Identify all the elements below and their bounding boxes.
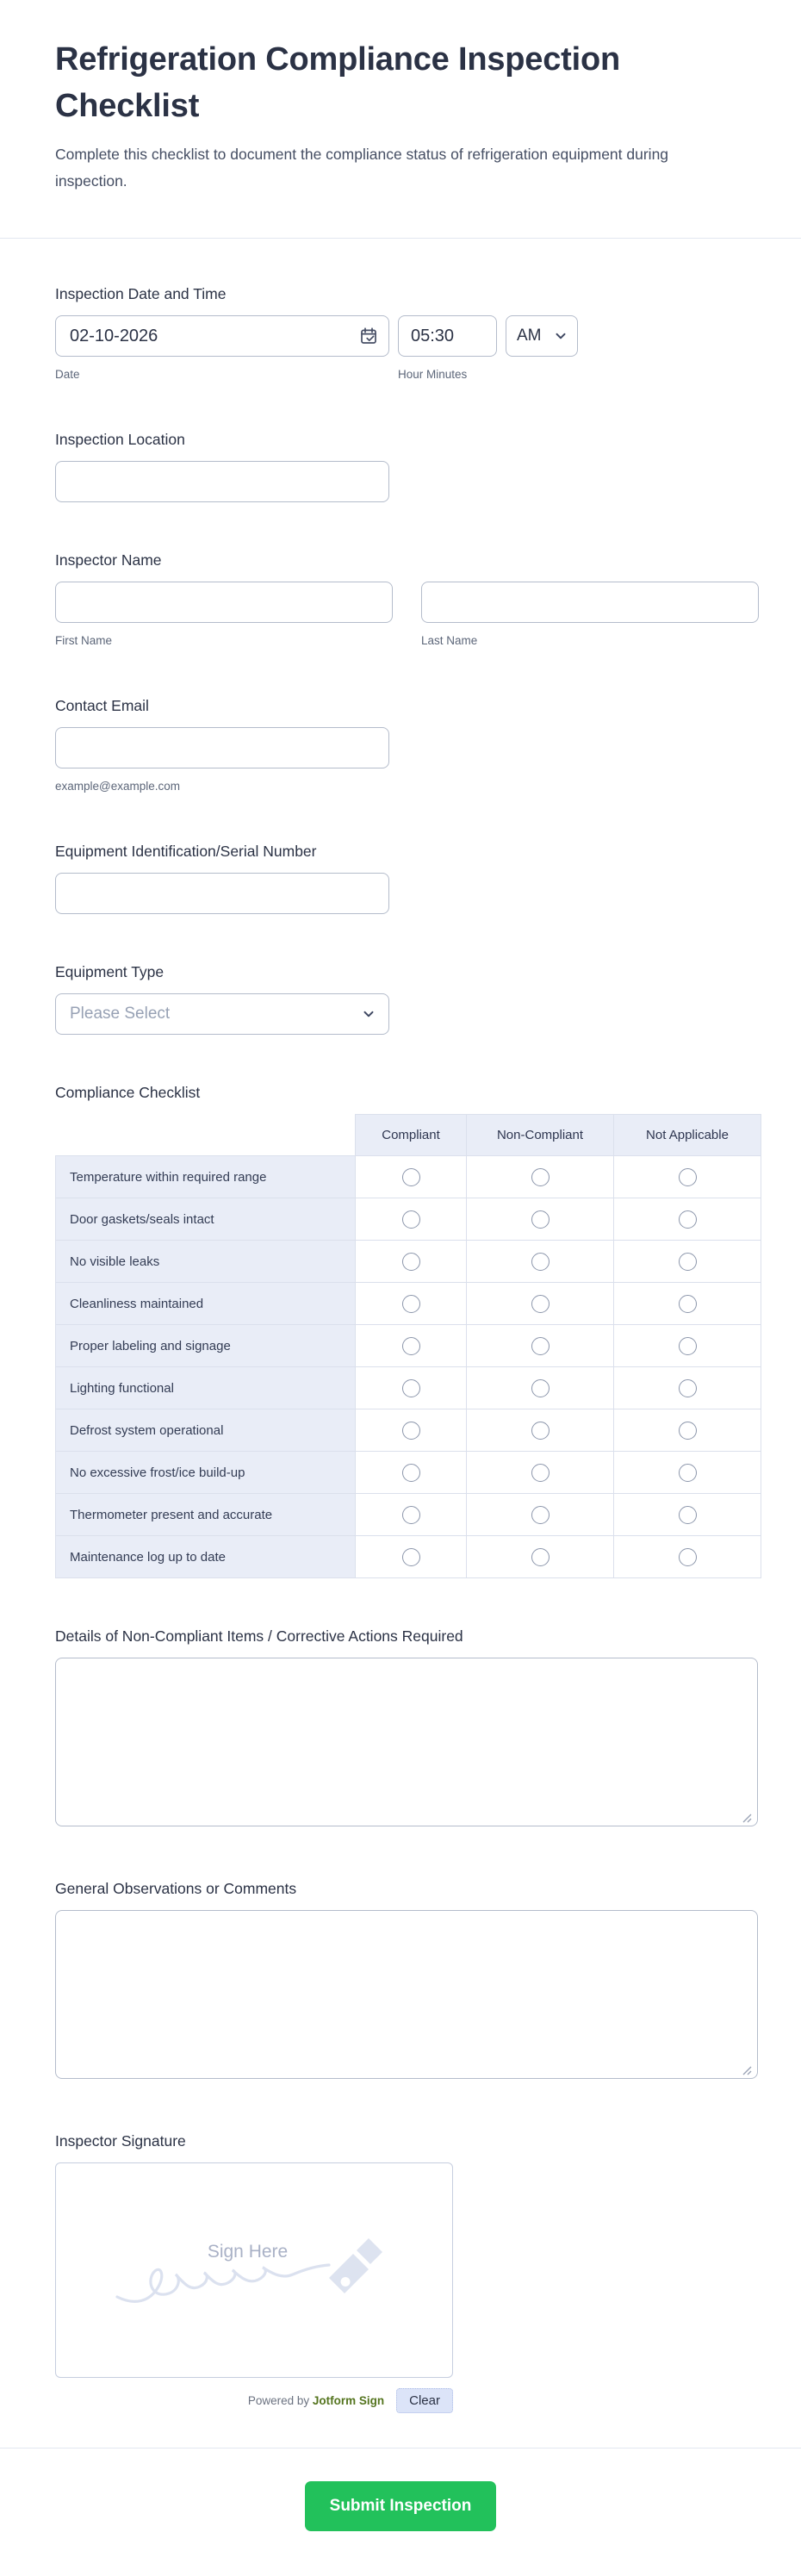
ampm-value: AM [517, 327, 542, 345]
table-row [56, 1283, 761, 1325]
question-checklist [55, 1083, 746, 1578]
details-label: Details of Non-Compliant Items / Corrective Actions Required [55, 1627, 463, 1645]
radio-icon [531, 1210, 550, 1229]
radio-icon [402, 1168, 420, 1186]
table-row [56, 1367, 761, 1409]
question-signature [55, 2131, 746, 2413]
radio-not-applicable[interactable] [614, 1536, 761, 1578]
radio-icon [679, 1210, 697, 1229]
radio-icon [402, 1295, 420, 1313]
sign-here-placeholder: Sign Here [207, 2242, 289, 2262]
equipment-type-select[interactable] [55, 993, 389, 1035]
jotform-sign-brand: Jotform Sign [312, 2394, 385, 2407]
question-location [55, 430, 746, 502]
column-header-non-compliant: Non-Compliant [467, 1115, 614, 1156]
table-row [56, 1409, 761, 1452]
radio-compliant[interactable] [356, 1494, 467, 1536]
checklist-label: Compliance Checklist [55, 1084, 201, 1101]
radio-icon [679, 1548, 697, 1566]
row-label: Door gaskets/seals intact [56, 1198, 356, 1241]
question-equipment-id [55, 842, 746, 914]
radio-compliant[interactable] [356, 1198, 467, 1241]
radio-compliant[interactable] [356, 1367, 467, 1409]
question-equipment-type [55, 962, 746, 1035]
radio-not-applicable[interactable] [614, 1241, 761, 1283]
radio-not-applicable[interactable] [614, 1367, 761, 1409]
radio-icon [531, 1379, 550, 1397]
page-subtitle: Complete this checklist to document the compliance status of refrigeration equipment during inspection. [55, 146, 669, 190]
radio-icon [679, 1379, 697, 1397]
observations-textarea[interactable] [55, 1910, 758, 2079]
radio-compliant[interactable] [356, 1241, 467, 1283]
signature-squiggle-icon [112, 2223, 396, 2318]
radio-icon [679, 1295, 697, 1313]
radio-icon [402, 1506, 420, 1524]
location-label: Inspection Location [55, 431, 185, 448]
last-name-input[interactable] [421, 582, 759, 623]
radio-compliant[interactable] [356, 1156, 467, 1198]
radio-icon [402, 1548, 420, 1566]
radio-non-compliant[interactable] [467, 1325, 614, 1367]
observations-label: General Observations or Comments [55, 1880, 297, 1897]
radio-not-applicable[interactable] [614, 1409, 761, 1452]
radio-compliant[interactable] [356, 1325, 467, 1367]
form-header [0, 0, 801, 195]
compliance-table [55, 1114, 761, 1578]
radio-non-compliant[interactable] [467, 1536, 614, 1578]
question-details [55, 1627, 746, 1831]
table-header-row [56, 1115, 761, 1156]
radio-icon [679, 1168, 697, 1186]
radio-not-applicable[interactable] [614, 1494, 761, 1536]
row-label: No visible leaks [56, 1241, 356, 1283]
radio-compliant[interactable] [356, 1283, 467, 1325]
radio-not-applicable[interactable] [614, 1156, 761, 1198]
pen-nib-icon [329, 2238, 382, 2293]
column-header-compliant: Compliant [356, 1115, 467, 1156]
radio-icon [531, 1253, 550, 1271]
table-row [56, 1325, 761, 1367]
radio-icon [679, 1506, 697, 1524]
equipment-id-input[interactable] [55, 873, 389, 914]
table-row [56, 1156, 761, 1198]
radio-icon [402, 1253, 420, 1271]
table-row [56, 1536, 761, 1578]
ampm-select[interactable] [506, 315, 578, 357]
radio-icon [679, 1422, 697, 1440]
row-label: Defrost system operational [56, 1409, 356, 1452]
submit-button[interactable]: Submit Inspection [305, 2481, 496, 2531]
signature-label: Inspector Signature [55, 2132, 186, 2150]
radio-non-compliant[interactable] [467, 1494, 614, 1536]
row-label: Lighting functional [56, 1367, 356, 1409]
table-row [56, 1452, 761, 1494]
radio-icon [679, 1464, 697, 1482]
radio-icon [531, 1422, 550, 1440]
last-name-sublabel: Last Name [421, 634, 478, 647]
radio-icon [402, 1379, 420, 1397]
radio-non-compliant[interactable] [467, 1367, 614, 1409]
radio-icon [531, 1337, 550, 1355]
radio-non-compliant[interactable] [467, 1409, 614, 1452]
clear-signature-button[interactable]: Clear [396, 2388, 453, 2413]
radio-not-applicable[interactable] [614, 1325, 761, 1367]
question-inspector-name [55, 551, 746, 648]
radio-icon [402, 1464, 420, 1482]
radio-not-applicable[interactable] [614, 1198, 761, 1241]
equipment-id-label: Equipment Identification/Serial Number [55, 843, 317, 860]
time-input[interactable] [398, 315, 497, 357]
radio-non-compliant[interactable] [467, 1452, 614, 1494]
radio-compliant[interactable] [356, 1409, 467, 1452]
equipment-type-label: Equipment Type [55, 963, 165, 980]
radio-icon [531, 1464, 550, 1482]
date-input[interactable] [55, 315, 389, 357]
chevron-down-icon [555, 330, 567, 342]
table-row [56, 1198, 761, 1241]
time-sublabel: Hour Minutes [398, 368, 468, 381]
datetime-label: Inspection Date and Time [55, 285, 227, 302]
bottom-spacer [0, 2531, 801, 2576]
question-observations [55, 1879, 746, 2083]
radio-non-compliant[interactable] [467, 1156, 614, 1198]
radio-not-applicable[interactable] [614, 1283, 761, 1325]
radio-compliant[interactable] [356, 1452, 467, 1494]
row-label: Thermometer present and accurate [56, 1494, 356, 1536]
row-label: No excessive frost/ice build-up [56, 1452, 356, 1494]
details-textarea[interactable] [55, 1658, 758, 1826]
table-corner-cell [56, 1115, 356, 1156]
signature-pad[interactable] [55, 2162, 453, 2378]
submit-bar [0, 2448, 801, 2531]
radio-non-compliant[interactable] [467, 1198, 614, 1241]
date-sublabel: Date [55, 368, 80, 381]
email-label: Contact Email [55, 697, 149, 714]
radio-not-applicable[interactable] [614, 1452, 761, 1494]
radio-icon [679, 1253, 697, 1271]
column-header-not-applicable: Not Applicable [614, 1115, 761, 1156]
question-email [55, 696, 746, 793]
row-label: Temperature within required range [56, 1156, 356, 1198]
radio-icon [531, 1506, 550, 1524]
email-field[interactable] [55, 727, 389, 768]
table-row [56, 1241, 761, 1283]
radio-icon [679, 1337, 697, 1355]
radio-icon [531, 1548, 550, 1566]
header-divider [0, 238, 801, 239]
question-datetime [55, 284, 746, 382]
radio-icon [531, 1168, 550, 1186]
radio-icon [402, 1422, 420, 1440]
table-row [56, 1494, 761, 1536]
radio-non-compliant[interactable] [467, 1283, 614, 1325]
page-title: Refrigeration Compliance Inspection Checklist [55, 41, 620, 124]
row-label: Cleanliness maintained [56, 1283, 356, 1325]
radio-non-compliant[interactable] [467, 1241, 614, 1283]
first-name-sublabel: First Name [55, 634, 113, 647]
email-sublabel: example@example.com [55, 780, 181, 793]
radio-icon [531, 1295, 550, 1313]
radio-compliant[interactable] [356, 1536, 467, 1578]
form-body [0, 284, 801, 2413]
first-name-input[interactable] [55, 582, 393, 623]
powered-by-text: Powered by Jotform Sign [247, 2394, 385, 2407]
calendar-icon[interactable] [359, 327, 378, 345]
inspector-name-label: Inspector Name [55, 551, 162, 569]
radio-icon [402, 1210, 420, 1229]
chevron-down-icon [363, 1008, 375, 1020]
radio-icon [402, 1337, 420, 1355]
location-input[interactable] [55, 461, 389, 502]
row-label: Proper labeling and signage [56, 1325, 356, 1367]
row-label: Maintenance log up to date [56, 1536, 356, 1578]
equipment-type-placeholder: Please Select [70, 1005, 171, 1023]
